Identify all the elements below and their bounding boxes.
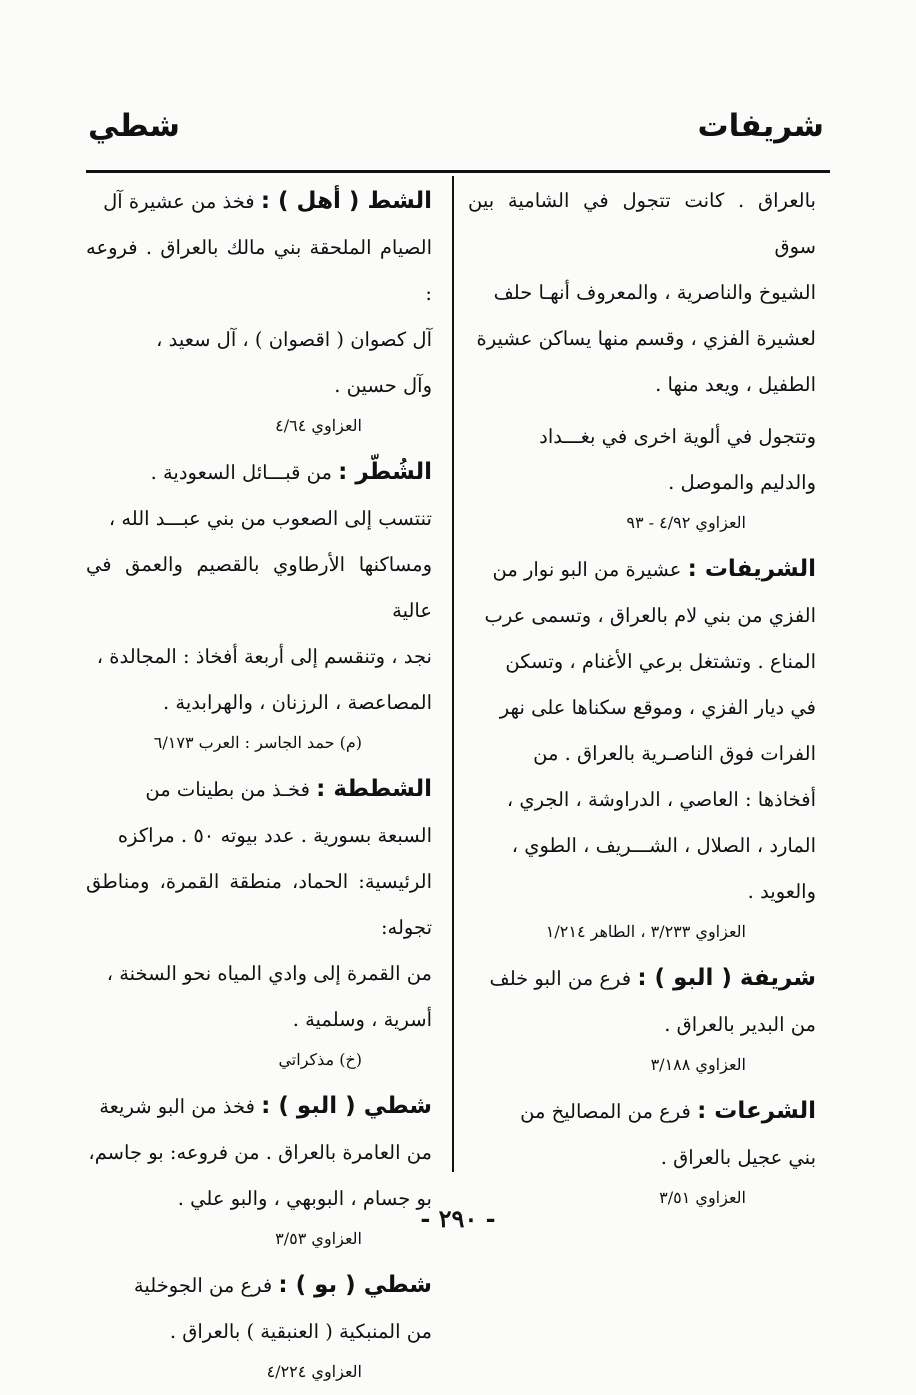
entry-text: المصاعصة ، الرزنان ، والهرابدية . xyxy=(163,691,432,714)
entry-line xyxy=(468,639,816,685)
entry-line xyxy=(86,317,432,363)
entry-line xyxy=(86,1083,432,1130)
entry-text: فخذ من عشيرة آل xyxy=(103,190,255,213)
page-number: - ٢٩٠ - xyxy=(420,1204,496,1233)
entry-headword: شريفة ( البو ) : xyxy=(637,965,816,991)
header-rule xyxy=(86,170,830,173)
dictionary-entry xyxy=(468,414,816,540)
entry-text: بو جسام ، البوبهي ، والبو علي . xyxy=(177,1187,432,1210)
entry-text: نجد ، وتنقسم إلى أربعة أفخاذ : المجالدة ، xyxy=(96,645,432,668)
entry-text: فرع من الجوخلية xyxy=(133,1274,273,1297)
entry-line xyxy=(86,225,432,317)
entry-source: العزاوي ٣/٥١ xyxy=(659,1188,746,1207)
entry-text: أفخاذها : العاصي ، الدراوشة ، الجري ، xyxy=(506,788,816,811)
entry-line xyxy=(468,731,816,777)
entry-text: بني عجيل بالعراق . xyxy=(660,1146,816,1169)
entry-text: فخذ من البو شريعة xyxy=(99,1095,255,1118)
entry-line xyxy=(86,1309,432,1355)
dictionary-entry xyxy=(468,178,816,408)
dictionary-entry xyxy=(86,178,432,443)
entry-headword: شطي ( بو ) : xyxy=(278,1272,432,1298)
dictionary-entry xyxy=(468,955,816,1082)
entry-source: العزاوي ٣/٥٣ xyxy=(275,1229,362,1248)
right-column xyxy=(468,178,816,1221)
entry-line xyxy=(86,951,432,997)
entry-text: عشيرة من البو نوار من xyxy=(492,558,682,581)
entry-headword: الشط ( أهل ) : xyxy=(260,188,432,214)
entry-source: العزاوي ٤/٢٢٤ xyxy=(266,1362,362,1381)
entry-text: والعويد . xyxy=(747,880,816,903)
entry-text: وآل حسين . xyxy=(334,374,432,397)
entry-line xyxy=(86,542,432,634)
entry-text: الفرات فوق الناصـرية بالعراق . من xyxy=(533,742,816,765)
entry-headword: الشريفات : xyxy=(687,556,816,582)
entry-line xyxy=(468,777,816,823)
entry-line xyxy=(86,178,432,225)
entry-line xyxy=(468,546,816,593)
entry-text: وتتجول في ألوية اخرى في بغـــداد xyxy=(539,425,816,448)
entry-line xyxy=(468,362,816,408)
entry-line xyxy=(86,449,432,496)
entry-text: الشيوخ والناصرية ، والمعروف أنهـا حلف xyxy=(493,281,816,304)
dictionary-entry xyxy=(468,1088,816,1215)
entry-text: تنتسب إلى الصعوب من بني عبـــد الله ، xyxy=(108,507,432,530)
entry-headword: شطي ( البو ) : xyxy=(261,1093,432,1119)
entry-line xyxy=(468,178,816,270)
entry-line xyxy=(86,1130,432,1176)
entry-headword: الشرعات : xyxy=(697,1098,816,1124)
entry-text: من قبـــائل السعودية . xyxy=(150,461,332,484)
entry-text: من المنبكية ( العنبقية ) بالعراق . xyxy=(169,1320,432,1343)
entry-line xyxy=(468,1088,816,1135)
entry-text: الصيام الملحقة بني مالك بالعراق . فروعه : xyxy=(86,236,432,305)
dictionary-entry xyxy=(86,1262,432,1389)
entry-text: من العامرة بالعراق . من فروعه: بو جاسم، xyxy=(88,1141,432,1164)
entry-source: (خ) مذكراتي xyxy=(278,1050,362,1069)
entry-text: السبعة بسورية . عدد بيوته ٥٠ . مراكزه xyxy=(117,824,432,847)
dictionary-entry xyxy=(86,766,432,1077)
dictionary-entry xyxy=(86,449,432,760)
column-divider xyxy=(452,176,454,1172)
entry-text: المناع . وتشتغل برعي الأغنام ، وتسكن xyxy=(505,650,816,673)
entry-line xyxy=(86,680,432,726)
entry-text: فرع من البو خلف xyxy=(489,967,632,990)
entry-line xyxy=(86,813,432,859)
entry-line xyxy=(86,766,432,813)
running-header-right: شريفات xyxy=(697,108,824,144)
entry-line xyxy=(468,1135,816,1181)
running-header-left: شطي xyxy=(88,108,181,144)
entry-line xyxy=(468,869,816,915)
entry-headword: الشُطّر : xyxy=(338,459,432,485)
entry-line xyxy=(86,363,432,409)
entry-source: العزاوي ٣/١٨٨ xyxy=(650,1055,746,1074)
entry-line xyxy=(86,1262,432,1309)
entry-text: بالعراق . كانت تتجول في الشامية بين سوق xyxy=(468,189,816,258)
entry-source: العزاوي ٤/٦٤ xyxy=(275,416,362,435)
entry-source: العزاوي ٤/٩٢ - ٩٣ xyxy=(626,513,746,532)
entry-line xyxy=(468,270,816,316)
entry-text: فرع من المصاليخ من xyxy=(520,1100,691,1123)
entry-text: والدليم والموصل . xyxy=(668,471,816,494)
entry-text: في ديار الفزي ، وموقع سكناها على نهر xyxy=(499,696,816,719)
entry-headword: الشططة : xyxy=(316,776,432,802)
entry-source: العزاوي ٣/٢٣٣ ، الطاهر ١/٢١٤ xyxy=(545,922,746,941)
entry-line xyxy=(86,859,432,951)
entry-line xyxy=(86,634,432,680)
entry-line xyxy=(468,316,816,362)
entry-text: من البدير بالعراق . xyxy=(664,1013,816,1036)
entry-text: أسرية ، وسلمية . xyxy=(292,1008,432,1031)
entry-line xyxy=(468,460,816,506)
entry-line xyxy=(468,823,816,869)
entry-line xyxy=(468,593,816,639)
entry-line xyxy=(86,997,432,1043)
entry-text: لعشيرة الفزي ، وقسم منها يساكن عشيرة xyxy=(476,327,816,350)
entry-text: الفزي من بني لام بالعراق ، وتسمى عرب xyxy=(484,604,816,627)
entry-text: آل كصوان ( اقصوان ) ، آل سعيد ، xyxy=(156,328,432,351)
entry-text: فخـذ من بطينات من xyxy=(145,778,310,801)
entry-text: الطفيل ، ويعد منها . xyxy=(655,373,816,396)
entry-text: المارد ، الصلال ، الشـــريف ، الطوي ، xyxy=(511,834,816,857)
entry-line xyxy=(468,955,816,1002)
entry-text: ومساكنها الأرطاوي بالقصيم والعمق في عالية xyxy=(86,553,432,622)
entry-line xyxy=(468,414,816,460)
entry-line xyxy=(468,685,816,731)
entry-source: (م) حمد الجاسر : العرب ٦/١٧٣ xyxy=(153,733,362,752)
entry-text: من القمرة إلى وادي المياه نحو السخنة ، xyxy=(106,962,432,985)
entry-text: الرئيسية: الحماد، منطقة القمرة، ومناطق تجوله: xyxy=(86,870,432,939)
entry-line xyxy=(468,1002,816,1048)
entry-line xyxy=(86,496,432,542)
dictionary-entry xyxy=(468,546,816,949)
